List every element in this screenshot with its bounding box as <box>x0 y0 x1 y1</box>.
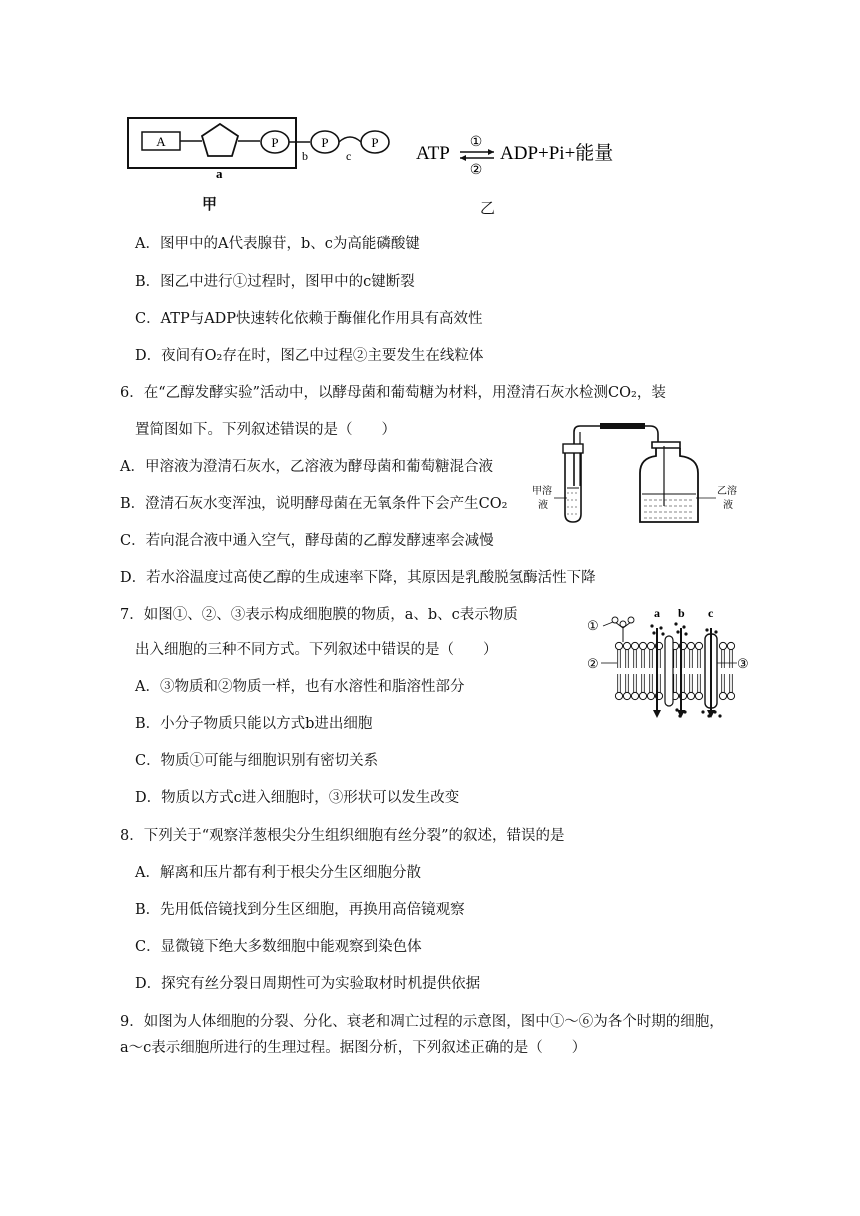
q7-option-b: B．小分子物质只能以方式b进出细胞 <box>135 716 373 732</box>
fermentation-apparatus-figure <box>530 418 755 530</box>
q7-option-a: A．③物质和②物质一样，也有水溶性和脂溶性部分 <box>135 679 465 695</box>
q9-stem-line-2: a～c表示细胞所进行的生理过程。据图分析，下列叙述正确的是（ ） <box>120 1040 587 1056</box>
q6-stem-line-1: 6．在“乙醇发酵实验”活动中，以酵母菌和葡萄糖为材料，用澄清石灰水检测CO₂，装 <box>120 385 666 401</box>
q7-stem-line-2: 出入细胞的三种不同方式。下列叙述中错误的是（ ） <box>135 642 498 658</box>
q5-option-d: D．夜间有O₂存在时，图乙中过程②主要发生在线粒体 <box>135 348 484 364</box>
membrane-mark-1: ① <box>587 619 599 634</box>
yi-solution-label-1: 乙溶 <box>717 486 737 497</box>
figure-yi-caption: 乙 <box>480 199 496 217</box>
membrane-mark-3: ③ <box>737 657 749 672</box>
transport-b-label: b <box>678 606 685 620</box>
q8-stem: 8．下列关于“观察洋葱根尖分生组织细胞有丝分裂”的叙述，错误的是 <box>120 828 565 844</box>
figure-jia-caption: 甲 <box>202 195 218 213</box>
region-a-label: a <box>216 166 223 181</box>
step-1-label: ① <box>469 134 483 150</box>
jia-solution-label-1: 甲溶 <box>532 486 552 497</box>
equation-rhs: ADP+Pi+能量 <box>500 143 614 164</box>
equation-lhs: ATP <box>416 143 450 164</box>
q6-option-b: B．澄清石灰水变浑浊，说明酵母菌在无氧条件下会产生CO₂ <box>120 496 508 512</box>
bond-c-label: c <box>346 149 352 163</box>
q7-option-d: D．物质以方式c进入细胞时，③形状可以发生改变 <box>135 790 460 806</box>
q8-option-a: A．解离和压片都有利于根尖分生区细胞分散 <box>135 865 421 881</box>
yi-solution-label-2: 液 <box>723 500 733 511</box>
adenine-label: A <box>156 134 166 149</box>
q8-option-c: C．显微镜下绝大多数细胞中能观察到染色体 <box>135 939 422 955</box>
membrane-mark-2: ② <box>587 657 599 672</box>
phosphate-3-label: P <box>371 135 379 150</box>
transport-c-label: c <box>708 606 714 620</box>
q8-option-d: D．探究有丝分裂日周期性可为实验取材时机提供依据 <box>135 976 481 992</box>
q6-option-d: D．若水浴温度过高使乙醇的生成速率下降，其原因是乳酸脱氢酶活性下降 <box>120 570 596 586</box>
q6-option-a: A．甲溶液为澄清石灰水，乙溶液为酵母菌和葡萄糖混合液 <box>120 459 493 475</box>
q9-stem-line-1: 9．如图为人体细胞的分裂、分化、衰老和凋亡过程的示意图，图中①～⑥为各个时期的细胞， <box>120 1014 724 1030</box>
q5-option-a: A．图甲中的A代表腺苷，b、c为高能磷酸键 <box>135 236 420 252</box>
q5-option-b: B．图乙中进行①过程时，图甲中的c键断裂 <box>135 274 415 290</box>
cell-membrane-figure <box>585 606 755 724</box>
q7-stem-line-1: 7．如图①、②、③表示构成细胞膜的物质，a、b、c表示物质 <box>120 607 518 623</box>
atp-adp-equation-figure <box>412 128 652 178</box>
q8-option-b: B．先用低倍镜找到分生区细胞，再换用高倍镜观察 <box>135 902 465 918</box>
step-2-label: ② <box>469 162 483 178</box>
q5-option-c: C．ATP与ADP快速转化依赖于酶催化作用具有高效性 <box>135 311 483 327</box>
phosphate-2-label: P <box>321 135 329 150</box>
q6-option-c: C．若向混合液中通入空气，酵母菌的乙醇发酵速率会减慢 <box>120 533 494 549</box>
phosphate-1-label: P <box>271 135 279 150</box>
q6-stem-line-2: 置简图如下。下列叙述错误的是（ ） <box>135 422 396 438</box>
jia-solution-label-2: 液 <box>538 500 548 511</box>
bond-b-label: b <box>302 149 308 163</box>
atp-structure-figure <box>120 110 410 185</box>
transport-a-label: a <box>654 606 660 620</box>
q7-option-c: C．物质①可能与细胞识别有密切关系 <box>135 753 379 769</box>
